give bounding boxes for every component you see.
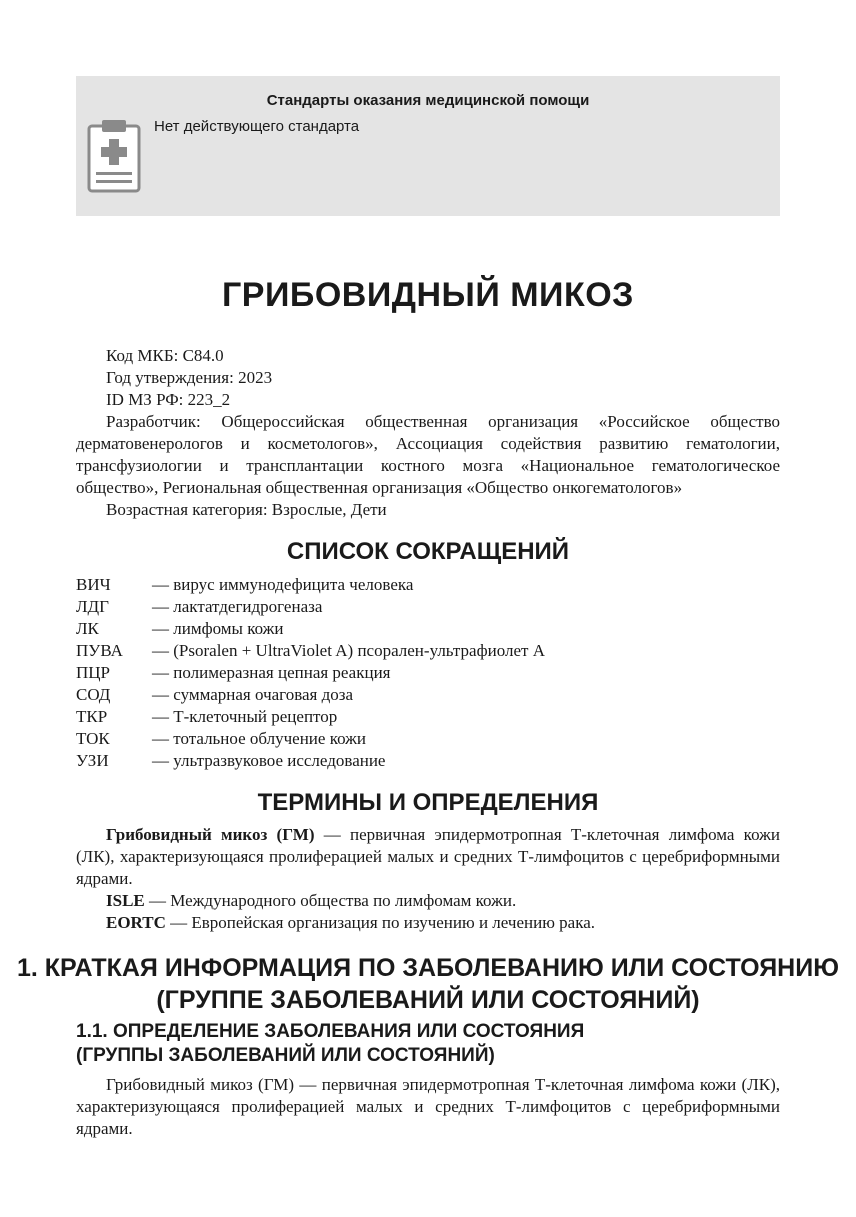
abbreviation-description: — лактатдегидрогеназа	[152, 597, 323, 616]
term: ISLE	[106, 891, 145, 910]
age-category: Возрастная категория: Взрослые, Дети	[106, 500, 387, 519]
subsection-heading-line2: (ГРУППЫ ЗАБОЛЕВАНИЙ ИЛИ СОСТОЯНИЙ)	[76, 1045, 495, 1066]
standards-box-title: Стандарты оказания медицинской помощи	[266, 92, 590, 109]
abbreviation-description: — вирус иммунодефицита человека	[152, 575, 414, 594]
definition: — первичная эпидермотропная Т-клеточная лимфома кожи (ЛК), характеризующаяся пролиферацией малых и средних Т-лимфоцитов с церебриформными ядрами.	[76, 825, 780, 888]
abbreviation-row	[76, 662, 780, 684]
page-title: ГРИБОВИДНЫЙ МИКОЗ	[222, 276, 634, 314]
section-body	[76, 1074, 780, 1140]
document-meta	[76, 345, 780, 521]
section-1-heading	[0, 952, 856, 1016]
terms-heading: ТЕРМИНЫ И ОПРЕДЕЛЕНИЯ	[257, 789, 599, 816]
standards-box-text: Нет действующего стандарта	[154, 118, 360, 135]
definition: — Европейская организация по изучению и лечению рака.	[165, 913, 595, 932]
abbreviation-description: — (Psoralen + UltraViolet A) псорален-ультрафиолет A	[152, 641, 545, 660]
abbreviation-row	[76, 706, 780, 728]
term-definition	[76, 912, 780, 934]
abbreviation-description: — Т-клеточный рецептор	[152, 707, 338, 726]
abbreviation: ПЦР	[76, 663, 111, 682]
standards-box	[76, 76, 780, 216]
abbreviation-description: — ультразвуковое исследование	[152, 751, 386, 770]
body-paragraph: Грибовидный микоз (ГМ) — первичная эпидермотропная Т-клеточная лимфома кожи (ЛК), характеризующаяся пролиферацией малых и средних Т-лимфоцитов с церебриформными ядрами.	[76, 1075, 780, 1138]
abbreviation: УЗИ	[76, 751, 109, 770]
medical-clipboard-icon	[86, 118, 142, 194]
abbreviations-list	[76, 574, 780, 772]
abbreviation: ЛК	[76, 619, 99, 638]
abbreviation: ЛДГ	[76, 597, 109, 616]
term-definition	[76, 824, 780, 890]
abbreviation: ТОК	[76, 729, 110, 748]
abbreviation-row	[76, 596, 780, 618]
abbreviation-row	[76, 618, 780, 640]
abbreviation-row	[76, 574, 780, 596]
term: Грибовидный микоз (ГМ)	[106, 825, 315, 844]
abbreviation-row	[76, 750, 780, 772]
terms-list	[76, 824, 780, 934]
abbreviation-row	[76, 640, 780, 662]
document-id: ID МЗ РФ: 223_2	[106, 390, 231, 409]
subsection-1-1-heading	[76, 1020, 780, 1068]
definition: — Международного общества по лимфомам кожи.	[144, 891, 517, 910]
abbreviation: ВИЧ	[76, 575, 111, 594]
abbreviation-description: — лимфомы кожи	[152, 619, 284, 638]
abbreviation-description: — тотальное облучение кожи	[152, 729, 367, 748]
section-1-heading-line2: (ГРУППЕ ЗАБОЛЕВАНИЙ ИЛИ СОСТОЯНИЙ)	[156, 986, 700, 1014]
icd-code: Код МКБ: С84.0	[106, 346, 224, 365]
abbreviation-row	[76, 728, 780, 750]
approval-year: Год утверждения: 2023	[106, 368, 273, 387]
abbreviation-description: — суммарная очаговая доза	[152, 685, 354, 704]
subsection-heading-line1: 1.1. ОПРЕДЕЛЕНИЕ ЗАБОЛЕВАНИЯ ИЛИ СОСТОЯНИЯ	[76, 1021, 585, 1042]
abbreviation-row	[76, 684, 780, 706]
abbreviations-heading: СПИСОК СОКРАЩЕНИЙ	[286, 538, 570, 565]
abbreviation: СОД	[76, 685, 111, 704]
developer: Разработчик: Общероссийская общественная организация «Российское общество дерматовенерологов и косметологов», Ассоциация содействия развитию гематологии, трансфузиологии и трансплантации костного мозга «Национальное гематологическое общество», Региональная общественная организация «Общество онкогематологов»	[76, 412, 780, 497]
abbreviation: ТКР	[76, 707, 108, 726]
term: EORTC	[106, 913, 166, 932]
abbreviation-description: — полимеразная цепная реакция	[152, 663, 391, 682]
term-definition	[76, 890, 780, 912]
abbreviation: ПУВА	[76, 641, 123, 660]
section-1-heading-line1: 1. КРАТКАЯ ИНФОРМАЦИЯ ПО ЗАБОЛЕВАНИЮ ИЛИ СОСТОЯНИЮ	[17, 954, 839, 982]
